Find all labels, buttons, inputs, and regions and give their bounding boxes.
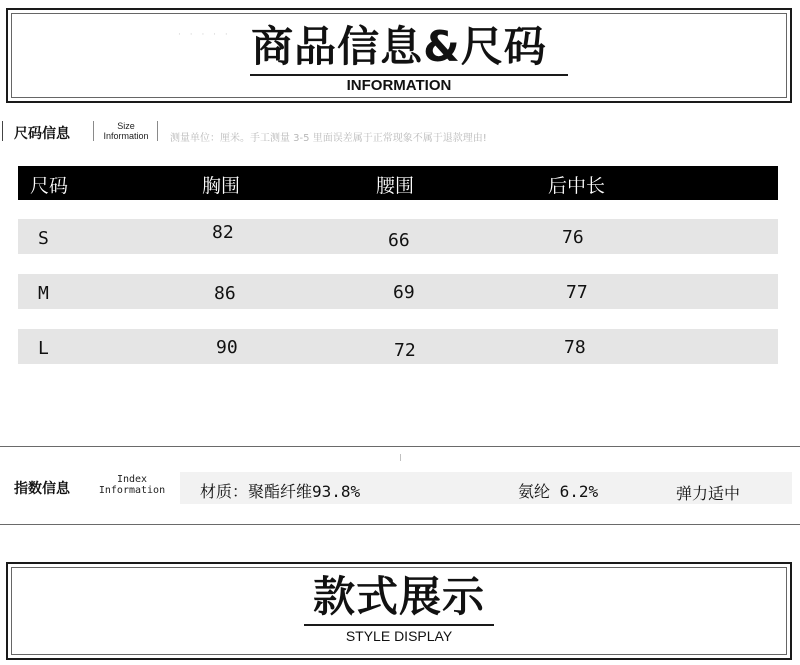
size-cell: L — [38, 338, 49, 359]
column-header-length: 后中长 — [548, 175, 606, 197]
title-underline — [250, 74, 568, 76]
divider — [157, 121, 158, 141]
waist-cell: 66 — [388, 230, 410, 251]
size-section-label: 尺码信息 — [14, 126, 70, 142]
size-cell: S — [38, 228, 49, 249]
index-section-label-en: Index Information — [98, 474, 166, 496]
index-section-label: 指数信息 — [14, 481, 70, 497]
table-row — [18, 274, 778, 309]
index-bottom-rule — [0, 524, 800, 525]
style-subtitle: STYLE DISPLAY — [345, 628, 453, 644]
style-title: 款式展示 — [312, 572, 485, 621]
section-marker — [2, 121, 3, 141]
info-title-box — [6, 8, 792, 103]
table-row — [18, 329, 778, 364]
elasticity-text: 弹力适中 — [676, 484, 741, 503]
index-values-panel — [180, 472, 792, 504]
chest-cell: 86 — [214, 283, 236, 304]
divider — [93, 121, 94, 141]
waist-cell: 69 — [393, 282, 415, 303]
style-title-box — [6, 562, 792, 660]
material-text: 材质：聚酯纤维93.8% — [200, 482, 361, 501]
page-title: 商品信息&尺码 — [251, 22, 547, 71]
chest-cell: 90 — [216, 337, 238, 358]
column-header-waist: 腰围 — [376, 175, 415, 197]
index-top-rule — [0, 446, 800, 447]
length-cell: 77 — [566, 282, 588, 303]
waist-cell: 72 — [394, 340, 416, 361]
column-header-size: 尺码 — [30, 175, 69, 197]
tick-mark — [400, 454, 401, 461]
size-table-header — [18, 166, 778, 200]
size-section-label-en: Size Information — [103, 121, 149, 141]
spandex-text: 氨纶 6.2% — [518, 482, 599, 501]
page-subtitle: INFORMATION — [346, 77, 452, 94]
size-cell: M — [38, 283, 49, 304]
decorative-dots: · · · · · — [178, 30, 231, 40]
title-underline — [304, 624, 494, 626]
table-row — [18, 219, 778, 254]
length-cell: 76 — [562, 227, 584, 248]
measurement-note: 测量单位：厘米。手工测量 3-5 里面误差属于正常现象不属于退款理由! — [170, 133, 487, 144]
chest-cell: 82 — [212, 222, 234, 243]
column-header-chest: 胸围 — [202, 175, 241, 197]
length-cell: 78 — [564, 337, 586, 358]
